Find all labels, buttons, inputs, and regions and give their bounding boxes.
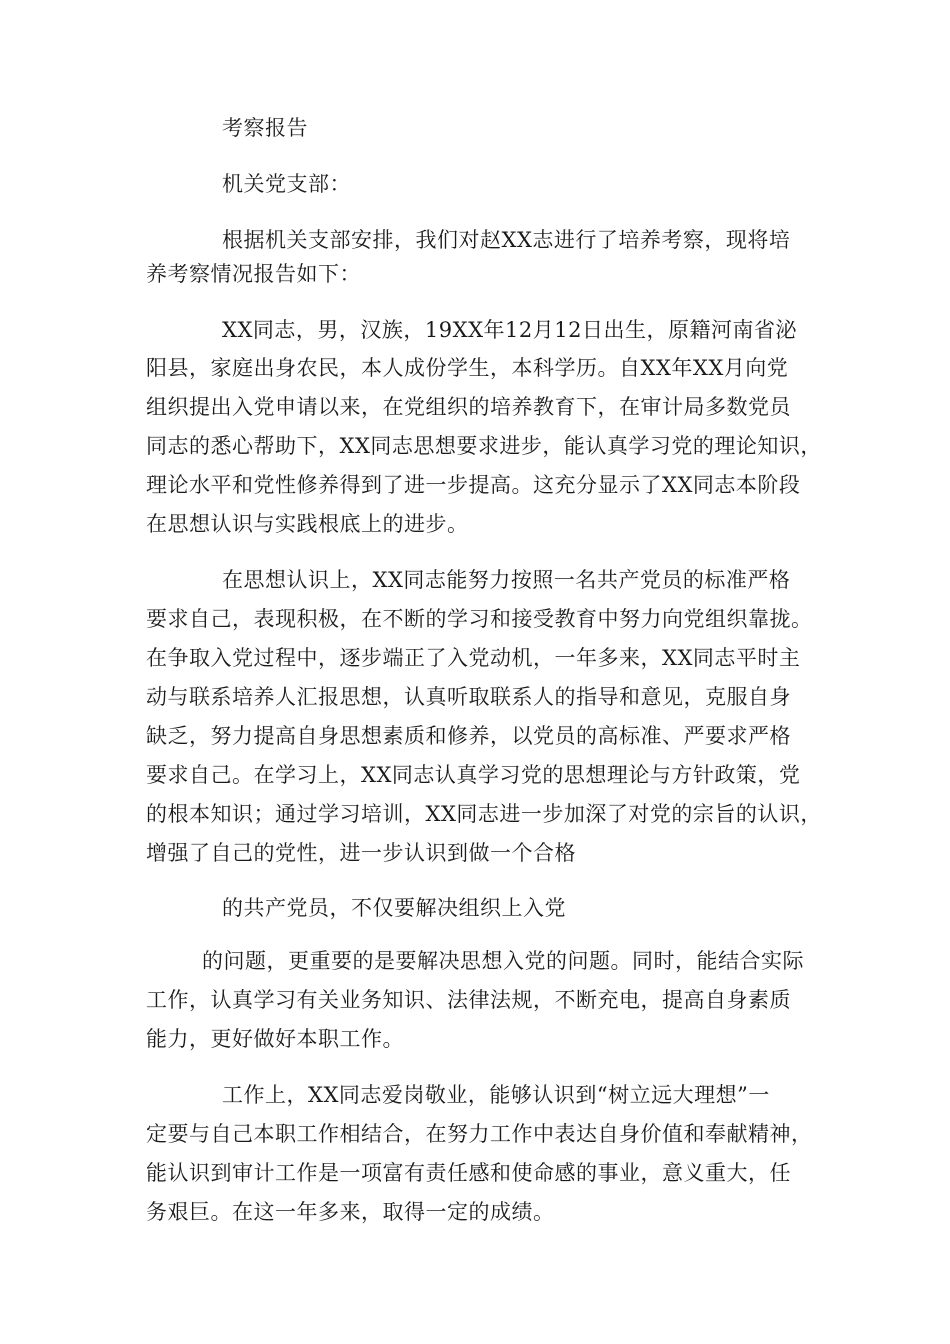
paragraph-line: 阳县，家庭出身农民，本人成份学生，本科学历。自XX年XX月向党: [146, 356, 789, 380]
paragraph-line: XX同志，男，汉族，19XX年12月12日出生，原籍河南省泌: [222, 318, 797, 342]
paragraph-line: 要求自己，表现积极，在不断的学习和接受教育中努力向党组织靠拢。: [146, 607, 813, 631]
paragraph-line: 根据机关支部安排，我们对赵XX志进行了培养考察，现将培: [222, 228, 791, 252]
paragraph-line: 在争取入党过程中，逐步端正了入党动机，一年多来，XX同志平时主: [146, 646, 801, 670]
paragraph-line: 要求自己。在学习上，XX同志认真学习党的思想理论与方针政策，党: [146, 763, 801, 787]
paragraph-line: 定要与自己本职工作相结合，在努力工作中表达自身价值和奉献精神，: [146, 1122, 813, 1146]
paragraph-line: 工作，认真学习有关业务知识、法律法规，不断充电，提高自身素质: [146, 988, 791, 1012]
paragraph-line: 在思想认识上，XX同志能努力按照一名共产党员的标准严格: [222, 568, 791, 592]
salutation: 机关党支部：: [222, 172, 351, 196]
paragraph-line: 养考察情况报告如下：: [146, 262, 361, 286]
paragraph-line: 的问题，更重要的是要解决思想入党的问题。同时，能结合实际: [202, 949, 804, 973]
paragraph-line: 能力，更好做好本职工作。: [146, 1027, 404, 1051]
paragraph-line: 务艰巨。在这一年多来，取得一定的成绩。: [146, 1200, 555, 1224]
paragraph-line: 增强了自己的党性，进一步认识到做一个合格: [146, 841, 576, 865]
paragraph-line: 的根本知识；通过学习培训，XX同志进一步加深了对党的宗旨的认识，: [146, 802, 822, 826]
paragraph-line: 工作上，XX同志爱岗敬业，能够认识到“树立远大理想”一: [222, 1083, 770, 1107]
paragraph-line: 动与联系培养人汇报思想，认真听取联系人的指导和意见，克服自身: [146, 685, 791, 709]
paragraph-line: 理论水平和党性修养得到了进一步提高。这充分显示了XX同志本阶段: [146, 473, 801, 497]
document-title: 考察报告: [222, 116, 308, 140]
paragraph-line: 同志的悉心帮助下，XX同志思想要求进步，能认真学习党的理论知识，: [146, 434, 822, 458]
paragraph-line: 组织提出入党申请以来，在党组织的培养教育下，在审计局多数党员: [146, 395, 791, 419]
paragraph-line: 缺乏，努力提高自身思想素质和修养，以党员的高标准、严要求严格: [146, 724, 791, 748]
paragraph-line: 在思想认识与实践根底上的进步。: [146, 512, 469, 536]
paragraph-line: 能认识到审计工作是一项富有责任感和使命感的事业，意义重大，任: [146, 1161, 791, 1185]
paragraph-line: 的共产党员，不仅要解决组织上入党: [222, 896, 566, 920]
